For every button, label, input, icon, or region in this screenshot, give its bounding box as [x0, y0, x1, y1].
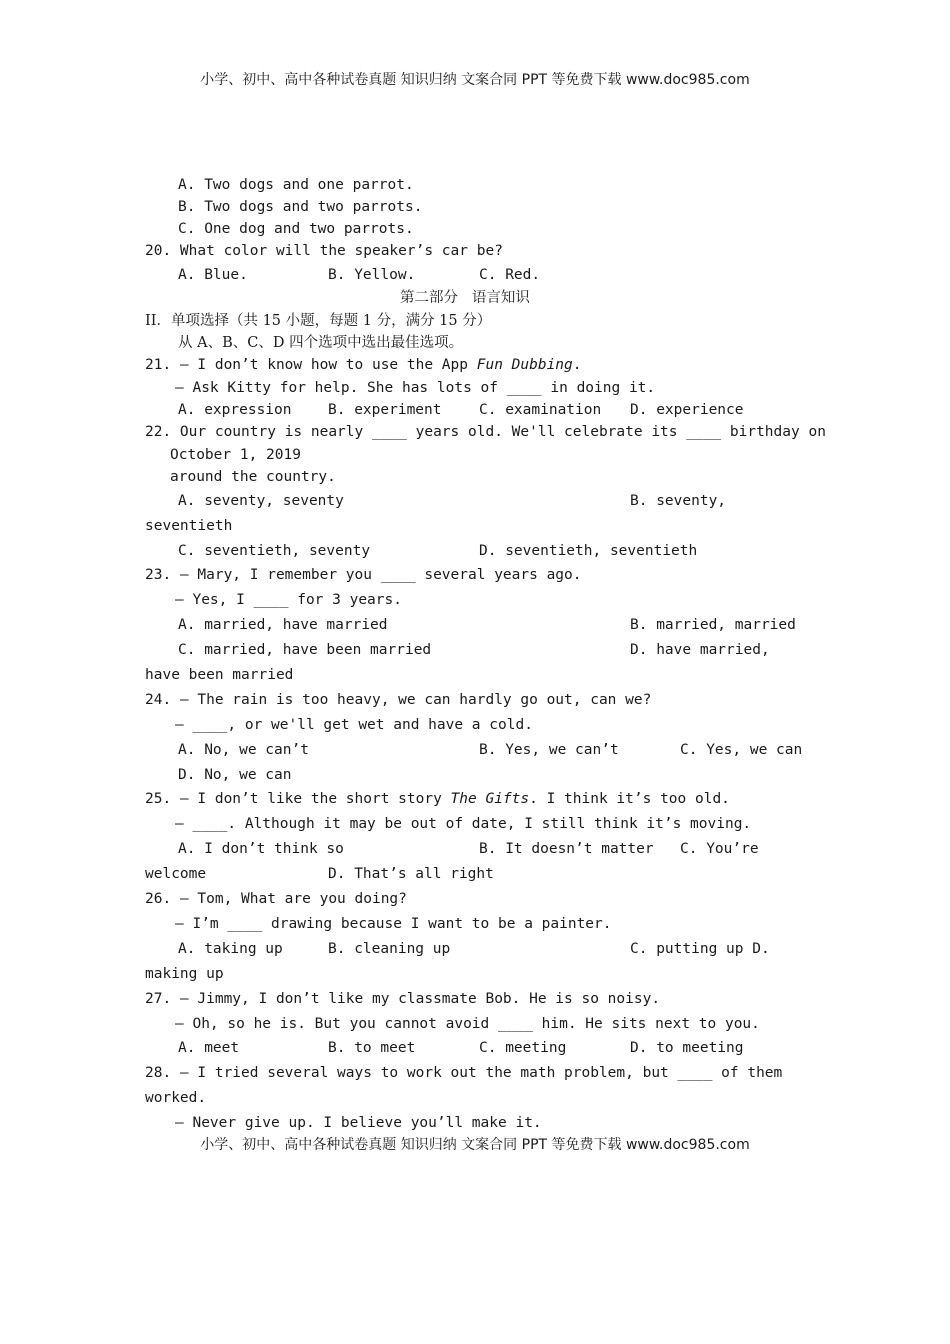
q27-option-a: A. meet [178, 1040, 240, 1056]
q26-stem: 26. – Tom, What are you doing? [145, 891, 407, 907]
q21-stem [145, 355, 582, 375]
q24-line2: – ____, or we'll get wet and have a cold. [175, 717, 533, 733]
q23-option-c: C. married, have been married [178, 642, 432, 658]
q22-line3: around the country. [170, 469, 336, 485]
q25-stem [145, 789, 730, 809]
q25-stem-end: . I think it’s too old. [529, 791, 730, 807]
q23-option-d-cont: have been married [145, 667, 294, 683]
q25-story-title: The Gifts [450, 791, 530, 807]
q21-option-c: C. examination [479, 402, 602, 418]
q22-stem: 22. Our country is nearly ____ years old. We'll celebrate its ____ birthday on [145, 424, 826, 440]
page-footer: 小学、初中、高中各种试卷真题 知识归纳 文案合同 PPT 等免费下载 www.doc985.com [200, 1137, 750, 1153]
q19-option-c: C. One dog and two parrots. [178, 221, 414, 237]
q20-stem: 20. What color will the speaker’s car be? [145, 243, 503, 259]
q21-line2: – Ask Kitty for help. She has lots of ____ in doing it. [175, 380, 656, 396]
q21-stem-text: 21. – I don’t know how to use the App [145, 357, 477, 373]
part2-title: 第二部分 语言知识 [400, 290, 530, 306]
q21-option-a: A. expression [178, 402, 292, 418]
q25-line2: – ____. Although it may be out of date, I still think it’s moving. [175, 816, 752, 832]
q22-line2: October 1, 2019 [170, 447, 301, 463]
q28-stem-cont: worked. [145, 1090, 207, 1106]
q25-option-d: D. That’s all right [328, 866, 494, 882]
q27-option-b: B. to meet [328, 1040, 416, 1056]
q26-option-a: A. taking up [178, 941, 283, 957]
q20-option-a: A. Blue. [178, 267, 248, 283]
q24-stem: 24. – The rain is too heavy, we can hardly go out, can we? [145, 692, 652, 708]
q21-option-d: D. experience [630, 402, 744, 418]
q23-option-a: A. married, have married [178, 617, 388, 633]
page-header: 小学、初中、高中各种试卷真题 知识归纳 文案合同 PPT 等免费下载 www.doc985.com [200, 72, 750, 88]
q24-option-b: B. Yes, we can’t [479, 742, 619, 758]
q21-stem-end: . [572, 357, 582, 373]
q21-option-b: B. experiment [328, 402, 442, 418]
q19-option-b: B. Two dogs and two parrots. [178, 199, 423, 215]
q20-option-c: C. Red. [479, 267, 541, 283]
q24-option-a: A. No, we can’t [178, 742, 309, 758]
q22-option-a: A. seventy, seventy [178, 493, 344, 509]
q22-option-d: D. seventieth, seventieth [479, 543, 698, 559]
q23-line2: – Yes, I ____ for 3 years. [175, 592, 402, 608]
section-heading: II．单项选择（共 15 小题，每题 1 分，满分 15 分） [145, 313, 492, 329]
q25-option-a: A. I don’t think so [178, 841, 344, 857]
q25-stem-text: 25. – I don’t like the short story [145, 791, 451, 807]
q24-option-d: D. No, we can [178, 767, 292, 783]
q20-option-b: B. Yellow. [328, 267, 416, 283]
q23-option-b: B. married, married [630, 617, 796, 633]
q26-option-d-cont: making up [145, 966, 224, 982]
q27-option-d: D. to meeting [630, 1040, 744, 1056]
q25-option-b: B. It doesn’t matter [479, 841, 654, 857]
q25-option-c: C. You’re [680, 841, 759, 857]
q26-option-c: C. putting up D. [630, 941, 770, 957]
q27-option-c: C. meeting [479, 1040, 567, 1056]
q28-line2: – Never give up. I believe you’ll make it. [175, 1115, 542, 1131]
q19-option-a: A. Two dogs and one parrot. [178, 177, 414, 193]
q21-app-title: Fun Dubbing [476, 357, 573, 373]
q26-line2: – I’m ____ drawing because I want to be a painter. [175, 916, 612, 932]
section-instruction: 从 A、B、C、D 四个选项中选出最佳选项。 [178, 335, 464, 351]
q27-stem: 27. – Jimmy, I don’t like my classmate Bob. He is so noisy. [145, 991, 661, 1007]
q23-option-d: D. have married, [630, 642, 770, 658]
q22-option-b-cont: seventieth [145, 518, 233, 534]
q22-option-c: C. seventieth, seventy [178, 543, 371, 559]
q24-option-c: C. Yes, we can [680, 742, 803, 758]
q26-option-b: B. cleaning up [328, 941, 451, 957]
q23-stem: 23. – Mary, I remember you ____ several years ago. [145, 567, 582, 583]
q22-option-b: B. seventy, [630, 493, 727, 509]
q28-stem: 28. – I tried several ways to work out the math problem, but ____ of them [145, 1065, 783, 1081]
q25-option-c-cont: welcome [145, 866, 207, 882]
q27-line2: – Oh, so he is. But you cannot avoid ____ him. He sits next to you. [175, 1016, 760, 1032]
